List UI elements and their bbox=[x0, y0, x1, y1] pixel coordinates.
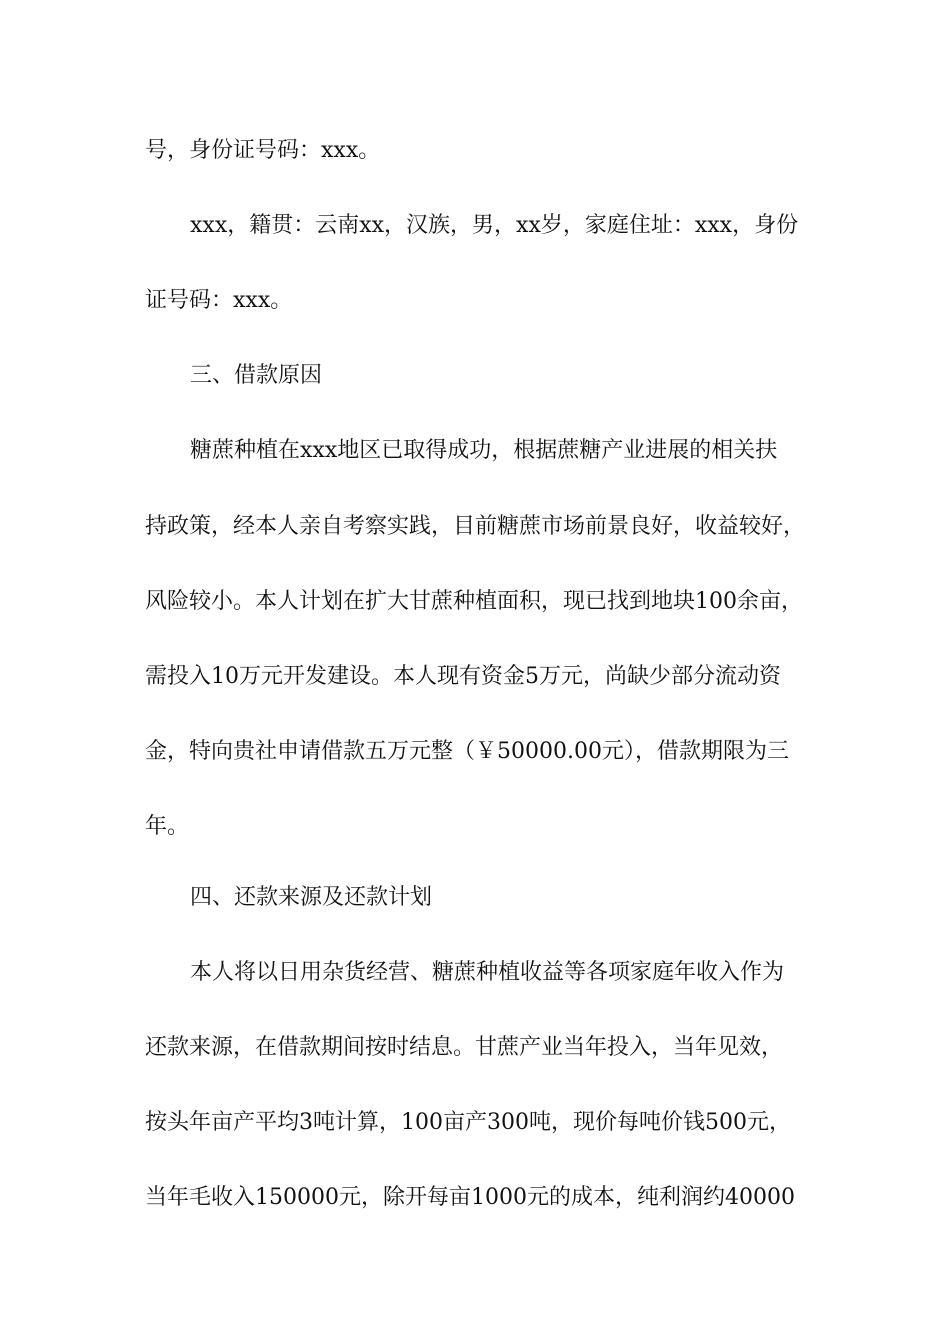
text-line-8: 需投入10万元开发建设。本人现有资金5万元，尚缺少部分流动资 bbox=[145, 664, 781, 689]
text-line-5: 糖蔗种植在xxx地区已取得成功，根据蔗糖产业进展的相关扶 bbox=[190, 438, 778, 463]
section-heading-repayment: 四、还款来源及还款计划 bbox=[190, 885, 433, 910]
text-line-6: 持政策，经本人亲自考察实践，目前糖蔗市场前景良好，收益较好， bbox=[145, 514, 806, 539]
text-line-10: 年。 bbox=[145, 814, 190, 839]
text-line-9: 金，特向贵社申请借款五万元整（￥50000.00元），借款期限为三 bbox=[145, 739, 789, 764]
text-line-13: 还款来源，在借款期间按时结息。甘蔗产业当年投入，当年见效， bbox=[145, 1035, 784, 1060]
text-line-1: 号，身份证号码：xxx。 bbox=[145, 138, 381, 163]
section-heading-loan-reason: 三、借款原因 bbox=[190, 363, 323, 388]
text-line-14: 按头年亩产平均3吨计算，100亩产300吨，现价每吨价钱500元， bbox=[145, 1110, 791, 1135]
text-line-2: xxx，籍贯：云南xx，汉族，男，xx岁，家庭住址：xxx，身份 bbox=[190, 213, 799, 238]
text-line-12: 本人将以日用杂货经营、糖蔗种植收益等各项家庭年收入作为 bbox=[190, 960, 785, 985]
text-line-7: 风险较小。本人计划在扩大甘蔗种植面积，现已找到地块100余亩， bbox=[145, 589, 803, 614]
text-line-3: 证号码：xxx。 bbox=[145, 288, 293, 313]
text-line-15: 当年毛收入150000元，除开每亩1000元的成本，纯利润约40000 bbox=[145, 1185, 795, 1210]
